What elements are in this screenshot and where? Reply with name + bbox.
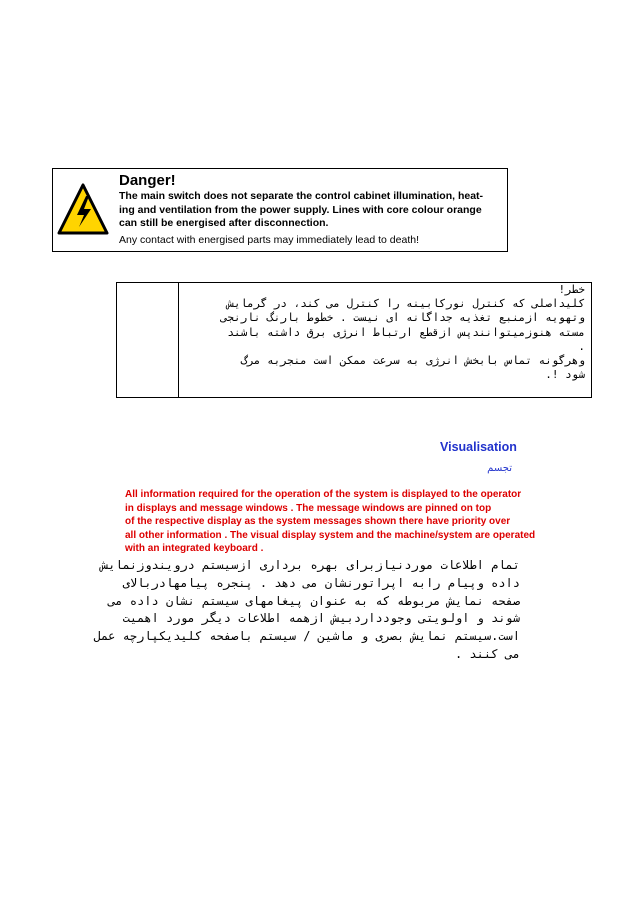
persian-paragraph <box>90 557 520 664</box>
english-line: all other information . The visual display system and the machine/system are operated <box>125 529 536 541</box>
danger-line: The main switch does not separate the control cabinet illumination, heat- <box>119 190 484 202</box>
danger-line: can still be energised after disconnection. <box>119 217 329 229</box>
english-line: All information required for the operation of the system is displayed to the operator <box>125 489 522 500</box>
english-line: of the respective display as the system messages shown there have priority over <box>125 516 511 527</box>
danger-note: Any contact with energised parts may immediately lead to death! <box>119 233 419 246</box>
persian-warning-cell <box>183 283 585 382</box>
persian-warning-line: وتهویه ازمنبع تغذیه جداگانه ای نیست . خطوط بارنگ نارنجی <box>220 311 585 325</box>
persian-line: شوند و اولویتی وجودداردبیش ازهمه اطلاعات دیگر مورد اهمیت <box>122 611 520 626</box>
danger-warning-box <box>52 168 508 252</box>
section-heading-persian: تجسم <box>487 463 512 474</box>
persian-warning-line: وهرگونه تماس بابخش انرژی به سرعت ممکن است منجربه مرگ <box>240 354 585 368</box>
section-heading: Visualisation <box>440 440 517 454</box>
danger-line: ing and ventilation from the power supply. Lines with core colour orange <box>119 203 482 216</box>
english-line: in displays and message windows . The message windows are pinned on top <box>125 502 492 514</box>
english-paragraph <box>125 488 535 556</box>
persian-line: داده وپیام رابه اپراتورنشان می دهد . پنجره پیامهادربالای <box>122 575 520 590</box>
high-voltage-warning-icon <box>55 171 111 249</box>
persian-warning-line: خطر! <box>558 283 585 296</box>
persian-line: صفحه نمایش مربوطه که به عنوان پیغامهای سیستم نشان داده می <box>108 593 520 608</box>
persian-line: است.سیستم نمایش بصری و ماشین / سیستم باصفحه کلیدیکپارچه عمل <box>93 629 520 644</box>
danger-title: Danger! <box>119 172 176 189</box>
persian-warning-line: . <box>578 339 585 353</box>
persian-warning-line: مسته هنوزمیتوانندپس ازقطع ارتباط انرژی برق داشته باشند <box>227 325 585 339</box>
persian-line: تمام اطلاعات موردنیازبرای بهره برداری ازسیستم درویندوزنمایش <box>100 558 520 572</box>
persian-line: می کنند . <box>454 646 520 661</box>
persian-warning-line: کلیداصلی که کنترل نورکابینه را کنترل می کند، در گرمایش <box>227 297 585 311</box>
persian-warning-table <box>116 282 592 398</box>
persian-warning-line: شود !. <box>545 368 585 382</box>
table-divider <box>178 283 179 397</box>
english-line: with an integrated keyboard . <box>125 543 264 554</box>
